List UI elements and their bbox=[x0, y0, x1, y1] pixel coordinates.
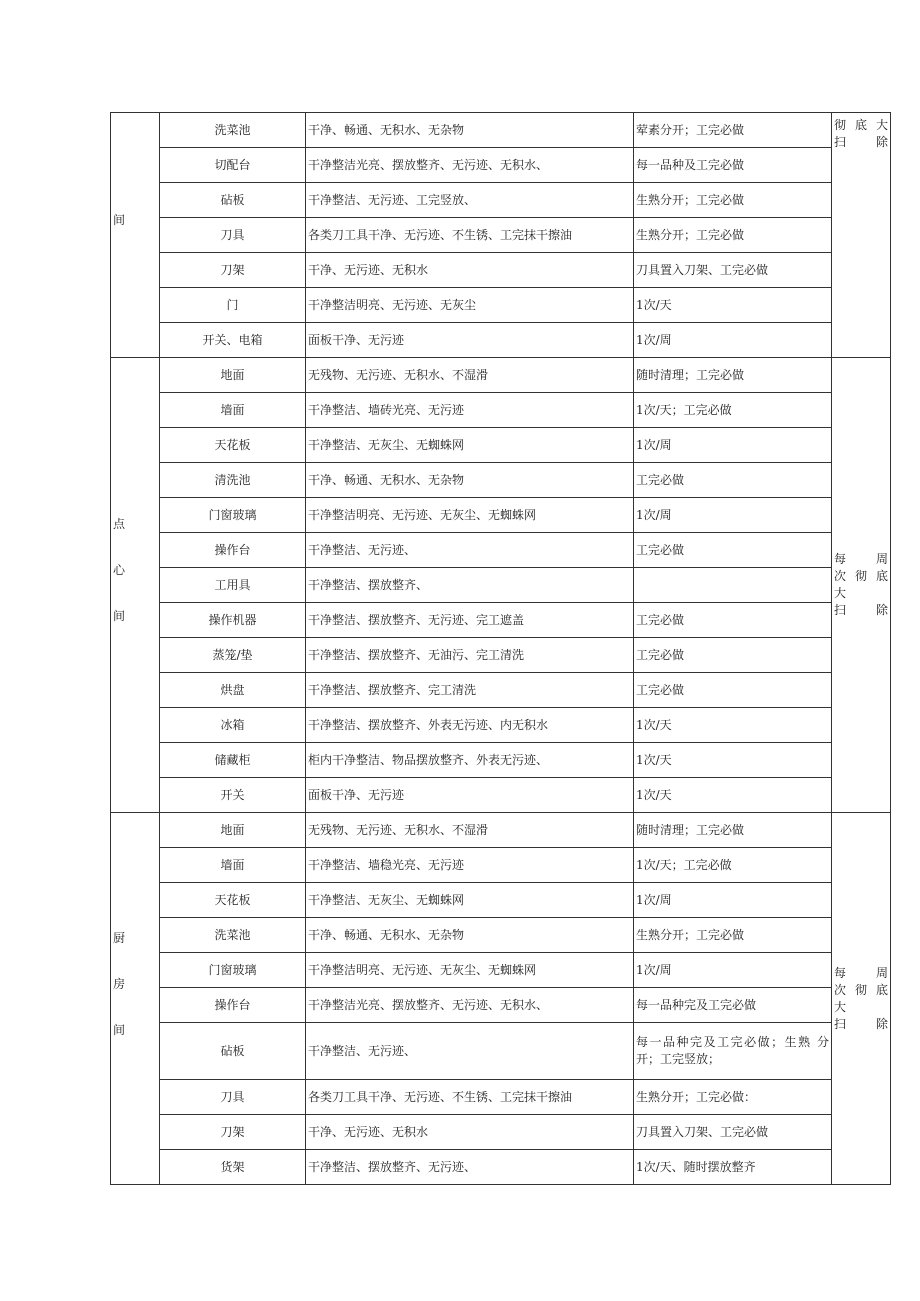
cleaning-frequency: 每一品种及工完必做 bbox=[634, 148, 832, 183]
cleaning-frequency: 工完必做 bbox=[634, 463, 832, 498]
table-row bbox=[111, 848, 891, 883]
deep-clean-label: 扫 除 bbox=[834, 1016, 888, 1031]
cleaning-standard: 无残物、无污迹、无积水、不湿滑 bbox=[306, 358, 634, 393]
item-name: 刀架 bbox=[160, 1115, 306, 1150]
cleaning-standard: 干净整洁明亮、无污迹、无灰尘、无蜘蛛网 bbox=[306, 498, 634, 533]
cleaning-frequency: 生熟分开；工完必做 bbox=[634, 918, 832, 953]
table-row bbox=[111, 218, 891, 253]
area-cell bbox=[111, 358, 160, 813]
cleaning-standard: 干净整洁、无污迹、工完竖放、 bbox=[306, 183, 634, 218]
cleaning-standard: 干净整洁、摆放整齐、无污迹、完工遮盖 bbox=[306, 603, 634, 638]
table-row bbox=[111, 498, 891, 533]
cleaning-standard: 干净、无污迹、无积水 bbox=[306, 253, 634, 288]
cleaning-standard: 面板干净、无污迹 bbox=[306, 323, 634, 358]
area-label: 厨 bbox=[113, 930, 126, 945]
table-row bbox=[111, 1150, 891, 1185]
table-row bbox=[111, 603, 891, 638]
item-name: 切配台 bbox=[160, 148, 306, 183]
table-row bbox=[111, 393, 891, 428]
item-name: 天花板 bbox=[160, 883, 306, 918]
table-row bbox=[111, 673, 891, 708]
item-name: 天花板 bbox=[160, 428, 306, 463]
cleaning-frequency: 1次/周 bbox=[634, 883, 832, 918]
cleaning-frequency: 1次/周 bbox=[634, 428, 832, 463]
item-name: 门窗玻璃 bbox=[160, 498, 306, 533]
cleaning-frequency: 生熟分开；工完必做 bbox=[634, 218, 832, 253]
cleaning-standard: 干净、畅通、无积水、无杂物 bbox=[306, 113, 634, 148]
cleaning-standard: 干净、无污迹、无积水 bbox=[306, 1115, 634, 1150]
cleaning-standard: 干净整洁、无灰尘、无蜘蛛网 bbox=[306, 428, 634, 463]
table-row bbox=[111, 813, 891, 848]
cleaning-standard: 干净整洁、无污迹、 bbox=[306, 1023, 634, 1080]
item-name: 刀具 bbox=[160, 1080, 306, 1115]
deep-clean-label: 每 周 bbox=[834, 552, 888, 566]
cleaning-frequency: 1次/天；工完必做 bbox=[634, 848, 832, 883]
table-row bbox=[111, 778, 891, 813]
deep-clean-label: 扫 除 bbox=[834, 135, 888, 149]
deep-clean-label: 彻 底 大 bbox=[834, 118, 888, 132]
table-row bbox=[111, 918, 891, 953]
item-name: 冰箱 bbox=[160, 708, 306, 743]
cleaning-frequency: 生熟分开；工完必做： bbox=[634, 1080, 832, 1115]
cleaning-frequency: 生熟分开；工完必做 bbox=[634, 183, 832, 218]
item-name: 砧板 bbox=[160, 183, 306, 218]
cleaning-frequency: 1次/天 bbox=[634, 708, 832, 743]
item-name: 开关、电箱 bbox=[160, 323, 306, 358]
item-name: 刀架 bbox=[160, 253, 306, 288]
cleaning-frequency: 随时清理；工完必做 bbox=[634, 358, 832, 393]
deep-clean-label: 每 周 bbox=[834, 965, 888, 980]
item-name: 洗菜池 bbox=[160, 918, 306, 953]
deep-clean-label: 大 bbox=[834, 999, 847, 1014]
table-row bbox=[111, 148, 891, 183]
item-name: 货架 bbox=[160, 1150, 306, 1185]
cleaning-frequency bbox=[634, 568, 832, 603]
cleaning-standard: 干净整洁、摆放整齐、 bbox=[306, 568, 634, 603]
item-name: 门 bbox=[160, 288, 306, 323]
cleaning-standard: 各类刀工具干净、无污迹、不生锈、工完抹干擦油 bbox=[306, 1080, 634, 1115]
cleaning-standard: 干净整洁、无污迹、 bbox=[306, 533, 634, 568]
table-row bbox=[111, 1115, 891, 1150]
cleaning-standard: 干净、畅通、无积水、无杂物 bbox=[306, 463, 634, 498]
area-cell bbox=[111, 113, 160, 358]
item-name: 墙面 bbox=[160, 393, 306, 428]
deep-clean-label: 大 bbox=[834, 586, 847, 600]
cleaning-standards-table bbox=[110, 112, 891, 1185]
cleaning-standard: 柜内干净整洁、物品摆放整齐、外表无污迹、 bbox=[306, 743, 634, 778]
cleaning-frequency: 工完必做 bbox=[634, 638, 832, 673]
cleaning-frequency: 每一品种完及工完必做 bbox=[634, 988, 832, 1023]
table-row bbox=[111, 253, 891, 288]
area-label: 间 bbox=[113, 213, 126, 227]
item-name: 刀具 bbox=[160, 218, 306, 253]
cleaning-standard: 干净整洁、无灰尘、无蜘蛛网 bbox=[306, 883, 634, 918]
deep-clean-cell bbox=[832, 813, 891, 1185]
deep-clean-label: 次 彻 底 bbox=[834, 569, 888, 583]
cleaning-frequency: 1次/天 bbox=[634, 288, 832, 323]
deep-clean-cell bbox=[832, 113, 891, 358]
table-row bbox=[111, 358, 891, 393]
cleaning-frequency: 1次/周 bbox=[634, 953, 832, 988]
item-name: 蒸笼/垫 bbox=[160, 638, 306, 673]
area-label: 间 bbox=[113, 609, 126, 623]
deep-clean-cell bbox=[832, 358, 891, 813]
cleaning-frequency: 工完必做 bbox=[634, 603, 832, 638]
cleaning-frequency: 1次/周 bbox=[634, 498, 832, 533]
table-row bbox=[111, 1080, 891, 1115]
table-row bbox=[111, 568, 891, 603]
table-body bbox=[111, 113, 891, 1185]
cleaning-frequency: 1次/周 bbox=[634, 323, 832, 358]
cleaning-standard: 干净整洁、摆放整齐、无污迹、 bbox=[306, 1150, 634, 1185]
table-row bbox=[111, 428, 891, 463]
table-row bbox=[111, 708, 891, 743]
table-row bbox=[111, 953, 891, 988]
deep-clean-label: 次 彻 底 bbox=[834, 982, 888, 997]
table-row bbox=[111, 883, 891, 918]
item-name: 清洗池 bbox=[160, 463, 306, 498]
area-label: 房 bbox=[113, 976, 126, 991]
cleaning-standard: 干净整洁明亮、无污迹、无灰尘、无蜘蛛网 bbox=[306, 953, 634, 988]
item-name: 工用具 bbox=[160, 568, 306, 603]
table-row bbox=[111, 638, 891, 673]
item-name: 储藏柜 bbox=[160, 743, 306, 778]
item-name: 操作台 bbox=[160, 988, 306, 1023]
cleaning-frequency: 1次/天 bbox=[634, 743, 832, 778]
item-name: 门窗玻璃 bbox=[160, 953, 306, 988]
cleaning-standard: 无残物、无污迹、无积水、不湿滑 bbox=[306, 813, 634, 848]
item-name: 开关 bbox=[160, 778, 306, 813]
cleaning-frequency: 工完必做 bbox=[634, 673, 832, 708]
table-row bbox=[111, 183, 891, 218]
table-row bbox=[111, 113, 891, 148]
cleaning-standard: 干净整洁、摆放整齐、完工清洗 bbox=[306, 673, 634, 708]
item-name: 烘盘 bbox=[160, 673, 306, 708]
table-row bbox=[111, 463, 891, 498]
cleaning-frequency: 荤素分开；工完必做 bbox=[634, 113, 832, 148]
cleaning-standard: 干净整洁、墙砖光亮、无污迹 bbox=[306, 393, 634, 428]
item-name: 地面 bbox=[160, 813, 306, 848]
table-row bbox=[111, 288, 891, 323]
area-cell bbox=[111, 813, 160, 1185]
cleaning-frequency: 1次/天 bbox=[634, 778, 832, 813]
cleaning-standard: 干净整洁、摆放整齐、无油污、完工清洗 bbox=[306, 638, 634, 673]
item-name: 砧板 bbox=[160, 1023, 306, 1080]
cleaning-frequency: 刀具置入刀架、工完必做 bbox=[634, 1115, 832, 1150]
area-label: 心 bbox=[113, 563, 126, 577]
cleaning-frequency: 每一品种完及工完必做；生熟 分开；工完竖放； bbox=[634, 1023, 832, 1080]
item-name: 墙面 bbox=[160, 848, 306, 883]
cleaning-frequency: 刀具置入刀架、工完必做 bbox=[634, 253, 832, 288]
item-name: 地面 bbox=[160, 358, 306, 393]
cleaning-standard: 干净整洁光亮、摆放整齐、无污迹、无积水、 bbox=[306, 988, 634, 1023]
cleaning-frequency: 1次/天、随时摆放整齐 bbox=[634, 1150, 832, 1185]
item-name: 洗菜池 bbox=[160, 113, 306, 148]
cleaning-standard: 干净、畅通、无积水、无杂物 bbox=[306, 918, 634, 953]
cleaning-standard: 干净整洁明亮、无污迹、无灰尘 bbox=[306, 288, 634, 323]
item-name: 操作机器 bbox=[160, 603, 306, 638]
table-row bbox=[111, 988, 891, 1023]
item-name: 操作台 bbox=[160, 533, 306, 568]
cleaning-frequency: 工完必做 bbox=[634, 533, 832, 568]
table-row bbox=[111, 323, 891, 358]
cleaning-frequency: 随时清理；工完必做 bbox=[634, 813, 832, 848]
cleaning-standard: 面板干净、无污迹 bbox=[306, 778, 634, 813]
table-row bbox=[111, 743, 891, 778]
cleaning-frequency: 1次/天；工完必做 bbox=[634, 393, 832, 428]
cleaning-standard: 各类刀工具干净、无污迹、不生锈、工完抹干擦油 bbox=[306, 218, 634, 253]
table-row bbox=[111, 1023, 891, 1080]
cleaning-standard: 干净整洁、墙稳光亮、无污迹 bbox=[306, 848, 634, 883]
area-label: 间 bbox=[113, 1022, 126, 1037]
cleaning-standard: 干净整洁、摆放整齐、外表无污迹、内无积水 bbox=[306, 708, 634, 743]
cleaning-standard: 干净整洁光亮、摆放整齐、无污迹、无积水、 bbox=[306, 148, 634, 183]
table-row bbox=[111, 533, 891, 568]
area-label: 点 bbox=[113, 517, 126, 531]
deep-clean-label: 扫 除 bbox=[834, 603, 888, 617]
